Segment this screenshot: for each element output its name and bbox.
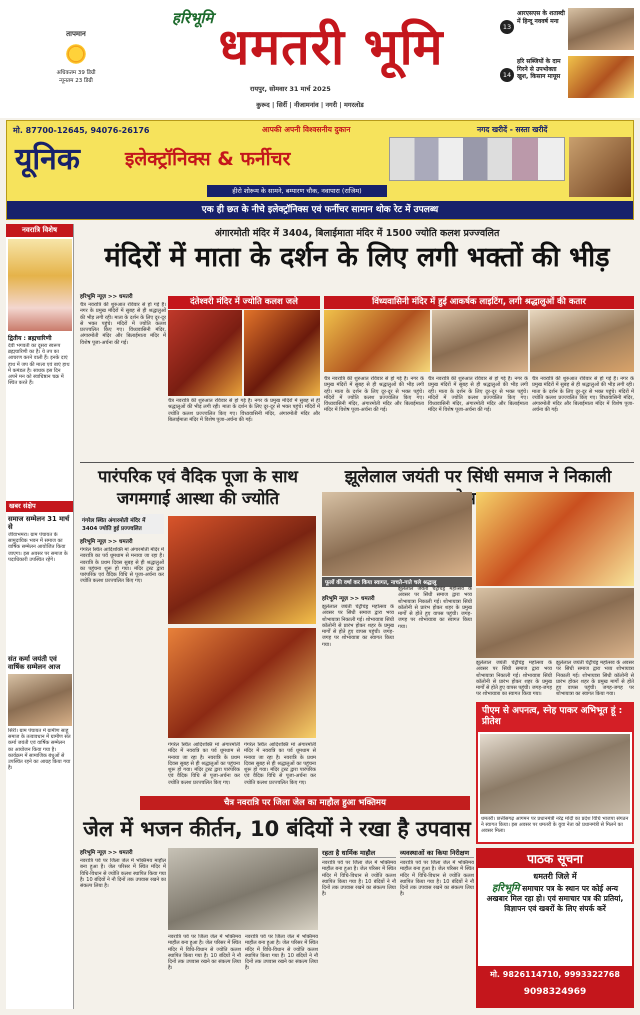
temp-max: अधिकतम 39 डिग्री	[56, 70, 96, 76]
brief-2-photo	[8, 674, 72, 726]
ad-name-a: यूनिक	[15, 142, 80, 177]
teaser-1[interactable]	[500, 8, 634, 52]
story2-body-2: गंगरेल स्थित आदिशक्ति मां अंगारमोती मंदिर में नवरात्रि का पर्व धूमधाम से मनाया जा रहा है। नवरात्रि के प्रथम दिवस सुबह से ही श्रद्धालुओं का पहुंचना शुरू हो गया। मंदिर ट्रस्ट द्वारा पारंपरिक एवं वैदिक विधि से पूजा-अर्चना कर ज्योति कलश प्रज्ज्वलित किए गए।	[168, 742, 240, 786]
weather-label: तापमान	[66, 30, 86, 38]
reader-notice-ad[interactable]	[476, 848, 634, 1008]
teaser-text: आरएसएस के शताब्दी में हिन्दू नववर्ष मना	[517, 10, 565, 25]
lead-photo2-text-2: चैत्र नवरात्रि की शुरुआत रविवार से हो गई है। नगर के प्रमुख मंदिरों में सुबह से ही श्रद्धालुओं की भीड़ लगी रही। माता के दर्शन के लिए दूर-दूर से भक्त पहुंचे। मंदिरों में ज्योति कलश प्रज्ज्वलित किए गए। विंध्यवासिनी मंदिर, अंगारमोती मंदिर और बिलाईमाता मंदिर में विशेष पूजा-अर्चना की गई।	[428, 376, 528, 414]
devi-name: द्वितीय : ब्रह्मचारिणी	[8, 335, 52, 342]
weather-box	[46, 30, 106, 90]
story2-photo-1	[168, 516, 316, 624]
story2-body-3: गंगरेल स्थित आदिशक्ति मां अंगारमोती मंदिर में नवरात्रि का पर्व धूमधाम से मनाया जा रहा है। नवरात्रि के प्रथम दिवस सुबह से ही श्रद्धालुओं का पहुंचना शुरू हो गया। मंदिर ट्रस्ट द्वारा पारंपरिक एवं वैदिक विधि से पूजा-अर्चना कर ज्योति कलश प्रज्ज्वलित किए गए।	[244, 742, 316, 786]
lead-photo2-caption: विंध्यवासिनी मंदिर में हुई आकर्षक लाइटिंग, लगी श्रद्धालुओं की कतार	[324, 296, 634, 309]
dateline: रायपुर, सोमवार 31 मार्च 2025	[250, 85, 331, 93]
story4-sub-1	[322, 848, 396, 1008]
teaser-number: 14	[500, 68, 514, 82]
story3-photo-2	[476, 492, 634, 586]
story3-byline: हरिभूमि न्यूज़ >> धमतरी	[322, 596, 375, 602]
lead-byline: हरिभूमि न्यूज़ >> धमतरी	[80, 294, 133, 300]
story3-body-4: झूलेलाल जयंती चेट्रीचंड्र महोत्सव के अवसर पर सिंधी समाज द्वारा भव्य शोभायात्रा निकाली गई। शोभायात्रा सिंधी कॉलोनी से प्रारंभ होकर शहर के प्रमुख मार्गों से होते हुए वापस पहुंची। जगह-जगह पर शोभायात्रा का स्वागत किया गया।	[556, 660, 634, 698]
notice-phones	[478, 966, 632, 1006]
devi-text: देवी भगवती का दूसरा स्वरूप ब्रह्मचारिणी का है। ये तप का आचरण करने वाली हैं। इनके दाएं हाथ में जप की माला एवं बाएं हाथ में कमंडल है। साधक इस दिन अपने मन को स्वाधिष्ठान चक्र में स्थित करते हैं।	[8, 343, 70, 387]
pm-box	[476, 702, 634, 844]
lead-photo-2b	[432, 310, 528, 372]
story2-col	[80, 514, 164, 794]
lead-photo-1b	[244, 310, 320, 396]
pm-box-photo	[480, 734, 630, 814]
ad-furniture-photo	[569, 137, 631, 197]
story4-kicker: चैत्र नवरात्रि पर जिला जेल का माहौल हुआ भक्तिमय	[140, 796, 470, 810]
brief-2-title: संत कर्मा जयंती एवं वार्षिक सम्मेलन आज	[8, 655, 61, 671]
lead-photo2-text-1: चैत्र नवरात्रि की शुरुआत रविवार से हो गई है। नगर के प्रमुख मंदिरों में सुबह से ही श्रद्धालुओं की भीड़ लगी रही। माता के दर्शन के लिए दूर-दूर से भक्त पहुंचे। मंदिरों में ज्योति कलश प्रज्ज्वलित किए गए। विंध्यवासिनी मंदिर, अंगारमोती मंदिर और बिलाईमाता मंदिर में विशेष पूजा-अर्चना की गई।	[324, 376, 424, 414]
sidebar	[6, 224, 74, 1009]
notice-line1: धमतरी जिले में	[533, 872, 577, 881]
story4-col-1	[80, 848, 166, 1008]
teaser-photo	[568, 56, 634, 98]
story4-sub-2	[400, 848, 474, 1008]
notice-phone-line-2: 9098324969	[523, 987, 587, 997]
ad-offer: नगद खरीदें - सस्ता खरीदें	[477, 125, 548, 134]
brief-1-text: जीवाभमरा। ग्राम पंचायत के सामुदायिक भवन में समाज का वार्षिक सम्मेलन आयोजित किया जाएगा। इस अवसर पर समाज के पदाधिकारी उपस्थित रहेंगे।	[8, 532, 68, 563]
sun-icon	[65, 43, 87, 65]
lead-photo-2c	[530, 310, 634, 372]
lead-photo1-caption: दंतेश्वरी मंदिर में ज्योति कलश जले	[168, 296, 320, 309]
lead-photo-1a	[168, 310, 242, 396]
story4-sub2-body: नवरात्रि पर्व पर जिला जेल में भक्तिमय माहौल बना हुआ है। जेल परिसर में स्थित मंदिर में विधि-विधान से ज्योति कलश स्थापित किया गया है। 10 बंदियों ने नौ दिनों तक उपवास रखने का संकल्प लिया है।	[400, 860, 474, 898]
lead-col-1	[80, 292, 166, 472]
lead-photo2-text-3: चैत्र नवरात्रि की शुरुआत रविवार से हो गई है। नगर के प्रमुख मंदिरों में सुबह से ही श्रद्धालुओं की भीड़ लगी रही। माता के दर्शन के लिए दूर-दूर से भक्त पहुंचे। मंदिरों में ज्योति कलश प्रज्ज्वलित किए गए। विंध्यवासिनी मंदिर, अंगारमोती मंदिर और बिलाईमाता मंदिर में विशेष पूजा-अर्चना की गई।	[532, 376, 634, 414]
brief-2-text: सिर्री। ग्राम पंचायत में ग्रामीण साहू समाज के तत्वावधान में ग्रामीण संत कर्मा जयंती एवं वार्षिक सम्मेलन का आयोजन किया गया है। कार्यक्रम में सामाजिक बंधुओं से उपस्थित रहने का आग्रह किया गया है।	[8, 728, 71, 772]
devi-image	[8, 239, 72, 331]
story2-headline-2: जगमगाई आस्था की ज्योति	[117, 489, 279, 508]
story2-body: गंगरेल स्थित आदिशक्ति मां अंगारमोती मंदिर में नवरात्रि का पर्व धूमधाम से मनाया जा रहा है। नवरात्रि के प्रथम दिवस सुबह से ही श्रद्धालुओं का पहुंचना शुरू हो गया। मंदिर ट्रस्ट द्वारा पारंपरिक एवं वैदिक विधि से पूजा-अर्चना कर ज्योति कलश प्रज्ज्वलित किए गए।	[80, 547, 164, 585]
news-heading: खबर संक्षेप	[6, 501, 73, 512]
brief-1-title: समाज सम्मेलन 31 मार्च से	[8, 515, 70, 531]
story2-kicker: गंगरेल स्थित अंगारमोती मंदिर में 3404 ज्योति हुई प्रज्ज्वलित	[80, 514, 164, 534]
teaser-2[interactable]	[500, 56, 634, 100]
story3-photo-1	[322, 492, 472, 576]
lead-photo-2a	[324, 310, 430, 372]
ad-address: हीरो शोरूम के सामने, बम्पारण चौक, नवापारा (राजिम)	[207, 185, 387, 197]
story3-body-2: झूलेलाल जयंती चेट्रीचंड्र महोत्सव के अवसर पर सिंधी समाज द्वारा भव्य शोभायात्रा निकाली गई। शोभायात्रा सिंधी कॉलोनी से प्रारंभ होकर शहर के प्रमुख मार्गों से होते हुए वापस पहुंची। जगह-जगह पर शोभायात्रा का स्वागत किया गया।	[398, 586, 472, 630]
masthead	[0, 0, 640, 118]
brand-name: हरिभूमि	[172, 9, 214, 27]
story4-body: नवरात्रि पर्व पर जिला जेल में भक्तिमय माहौल बना हुआ है। जेल परिसर में स्थित मंदिर में विधि-विधान से ज्योति कलश स्थापित किया गया है। 10 बंदियों ने नौ दिनों तक उपवास रखने का संकल्प लिया है।	[80, 858, 166, 890]
ad-tagline: आपकी अपनी विश्वसनीय दुकान	[262, 125, 351, 134]
lead-headline: मंदिरों में माता के दर्शन के लिए लगी भक्तों की भीड़	[104, 242, 610, 273]
teaser-photo	[568, 8, 634, 50]
story4-body-2: नवरात्रि पर्व पर जिला जेल में भक्तिमय माहौल बना हुआ है। जेल परिसर में स्थित मंदिर में विधि-विधान से ज्योति कलश स्थापित किया गया है। 10 बंदियों ने नौ दिनों तक उपवास रखने का संकल्प लिया है।	[168, 934, 241, 972]
sidebar-heading: नवरात्रि विशेष	[6, 224, 73, 237]
edition-list: कुरूद | सिर्री | नीजामनांव | नगरी | मगरलोड	[256, 101, 364, 109]
teaser-number: 13	[500, 20, 514, 34]
story4-sub1-body: नवरात्रि पर्व पर जिला जेल में भक्तिमय माहौल बना हुआ है। जेल परिसर में स्थित मंदिर में विधि-विधान से ज्योति कलश स्थापित किया गया है। 10 बंदियों ने नौ दिनों तक उपवास रखने का संकल्प लिया है।	[322, 860, 396, 898]
lead-photo1-text: चैत्र नवरात्रि की शुरुआत रविवार से हो गई है। नगर के प्रमुख मंदिरों में सुबह से ही श्रद्धालुओं की भीड़ लगी रही। माता के दर्शन के लिए दूर-दूर से भक्त पहुंचे। मंदिरों में ज्योति कलश प्रज्ज्वलित किए गए। विंध्यवासिनी मंदिर, अंगारमोती मंदिर और बिलाईमाता मंदिर में विशेष पूजा-अर्चना की गई।	[168, 398, 320, 423]
ad-appliance-strip	[389, 137, 565, 181]
story2-photo-2	[168, 628, 316, 738]
teaser-text: हरि सब्जियों के दाम गिरने से उपभोक्ता खुश, किसान मायूस	[517, 58, 561, 80]
story4-headline: जेल में भजन कीर्तन, 10 बंदियों ने रखा है उपवास	[83, 817, 471, 841]
ad-name-b: इलेक्ट्रॉनिक्स & फर्नीचर	[125, 148, 291, 170]
notice-line2: समाचार पत्र के स्थान पर कोई अन्य अखबार मिल रहा हो। एवं समाचार पत्र की प्रतियां, विज्ञापन एवं खबरों के लिए संपर्क करें	[486, 884, 624, 913]
story3-body-3: झूलेलाल जयंती चेट्रीचंड्र महोत्सव के अवसर पर सिंधी समाज द्वारा भव्य शोभायात्रा निकाली गई। शोभायात्रा सिंधी कॉलोनी से प्रारंभ होकर शहर के प्रमुख मार्गों से होते हुए वापस पहुंची। जगह-जगह पर शोभायात्रा का स्वागत किया गया।	[476, 660, 552, 698]
masthead-title: धमतरी भूमि	[218, 17, 444, 76]
story4-body-3: नवरात्रि पर्व पर जिला जेल में भक्तिमय माहौल बना हुआ है। जेल परिसर में स्थित मंदिर में विधि-विधान से ज्योति कलश स्थापित किया गया है। 10 बंदियों ने नौ दिनों तक उपवास रखने का संकल्प लिया है।	[245, 934, 318, 972]
pm-box-headline: पीएम से अपनत्व, स्नेह पाकर अभिभूत हूं : प्रीतेश	[478, 704, 632, 732]
temp-min: न्यूनतम 23 डिग्री	[59, 78, 93, 84]
story3-body-1: झूलेलाल जयंती चेट्रीचंड्र महोत्सव के अवसर पर सिंधी समाज द्वारा भव्य शोभायात्रा निकाली गई। शोभायात्रा सिंधी कॉलोनी से प्रारंभ होकर शहर के प्रमुख मार्गों से होते हुए वापस पहुंची। जगह-जगह पर शोभायात्रा का स्वागत किया गया।	[322, 604, 394, 648]
story4-sub2-title: व्यवस्थाओं का किया निरीक्षण	[400, 848, 474, 858]
ad-phone: मो. 87700-12645, 94076-26176	[13, 126, 150, 135]
ad-strip: एक ही छत के नीचे इलेक्ट्रॉनिक्स एवं फर्नीचर सामान थोक रेट में उपलब्ध	[7, 201, 633, 219]
lead-body: चैत्र नवरात्रि की शुरुआत रविवार से हो गई है। नगर के प्रमुख मंदिरों में सुबह से ही श्रद्धालुओं की भीड़ लगी रही। माता के दर्शन के लिए दूर-दूर से भक्त पहुंचे। मंदिरों में ज्योति कलश प्रज्ज्वलित किए गए। विंध्यवासिनी मंदिर, अंगारमोती मंदिर और बिलाईमाता मंदिर में विशेष पूजा-अर्चना की गई।	[80, 302, 166, 346]
story4-photo	[168, 848, 318, 930]
story3-photo-caption: फूलों की वर्षा कर किया स्वागत, नाचते-गाते चले श्रद्धालु	[322, 577, 472, 587]
divider	[80, 462, 634, 463]
pm-box-text: धमतरी। छत्तीसगढ़ आगमन पर प्रधानमंत्री नरेंद्र मोदी का प्रदेश विधि भाजपा संगठन ने स्वागत किया। इस अवसर पर धमतरी के युवा नेता को प्रधानमंत्री से मिलने का अवसर मिला।	[481, 816, 629, 835]
story3-headline: झूलेलाल जयंती पर सिंधी समाज ने निकाली	[344, 467, 612, 487]
notice-phone-line: मो. 9826114710, 9993322768	[490, 970, 620, 979]
lead-kicker: अंगारमोती मंदिर में 3404, बिलाईमाता मंदिर में 1500 ज्योति कलश प्रज्ज्वलित	[214, 228, 500, 239]
ad-banner-top[interactable]	[6, 120, 634, 220]
story2-headline-1: पारंपरिक एवं वैदिक पूजा के साथ	[98, 467, 298, 486]
story2-byline: हरिभूमि न्यूज़ >> धमतरी	[80, 539, 133, 545]
story4-sub1-title: रहता है धार्मिक माहौल	[322, 848, 396, 858]
story3-photo-3	[476, 588, 634, 658]
notice-brand: हरिभूमि	[492, 883, 520, 894]
notice-heading: पाठक सूचना	[478, 850, 632, 868]
story4-byline: हरिभूमि न्यूज़ >> धमतरी	[80, 850, 133, 856]
